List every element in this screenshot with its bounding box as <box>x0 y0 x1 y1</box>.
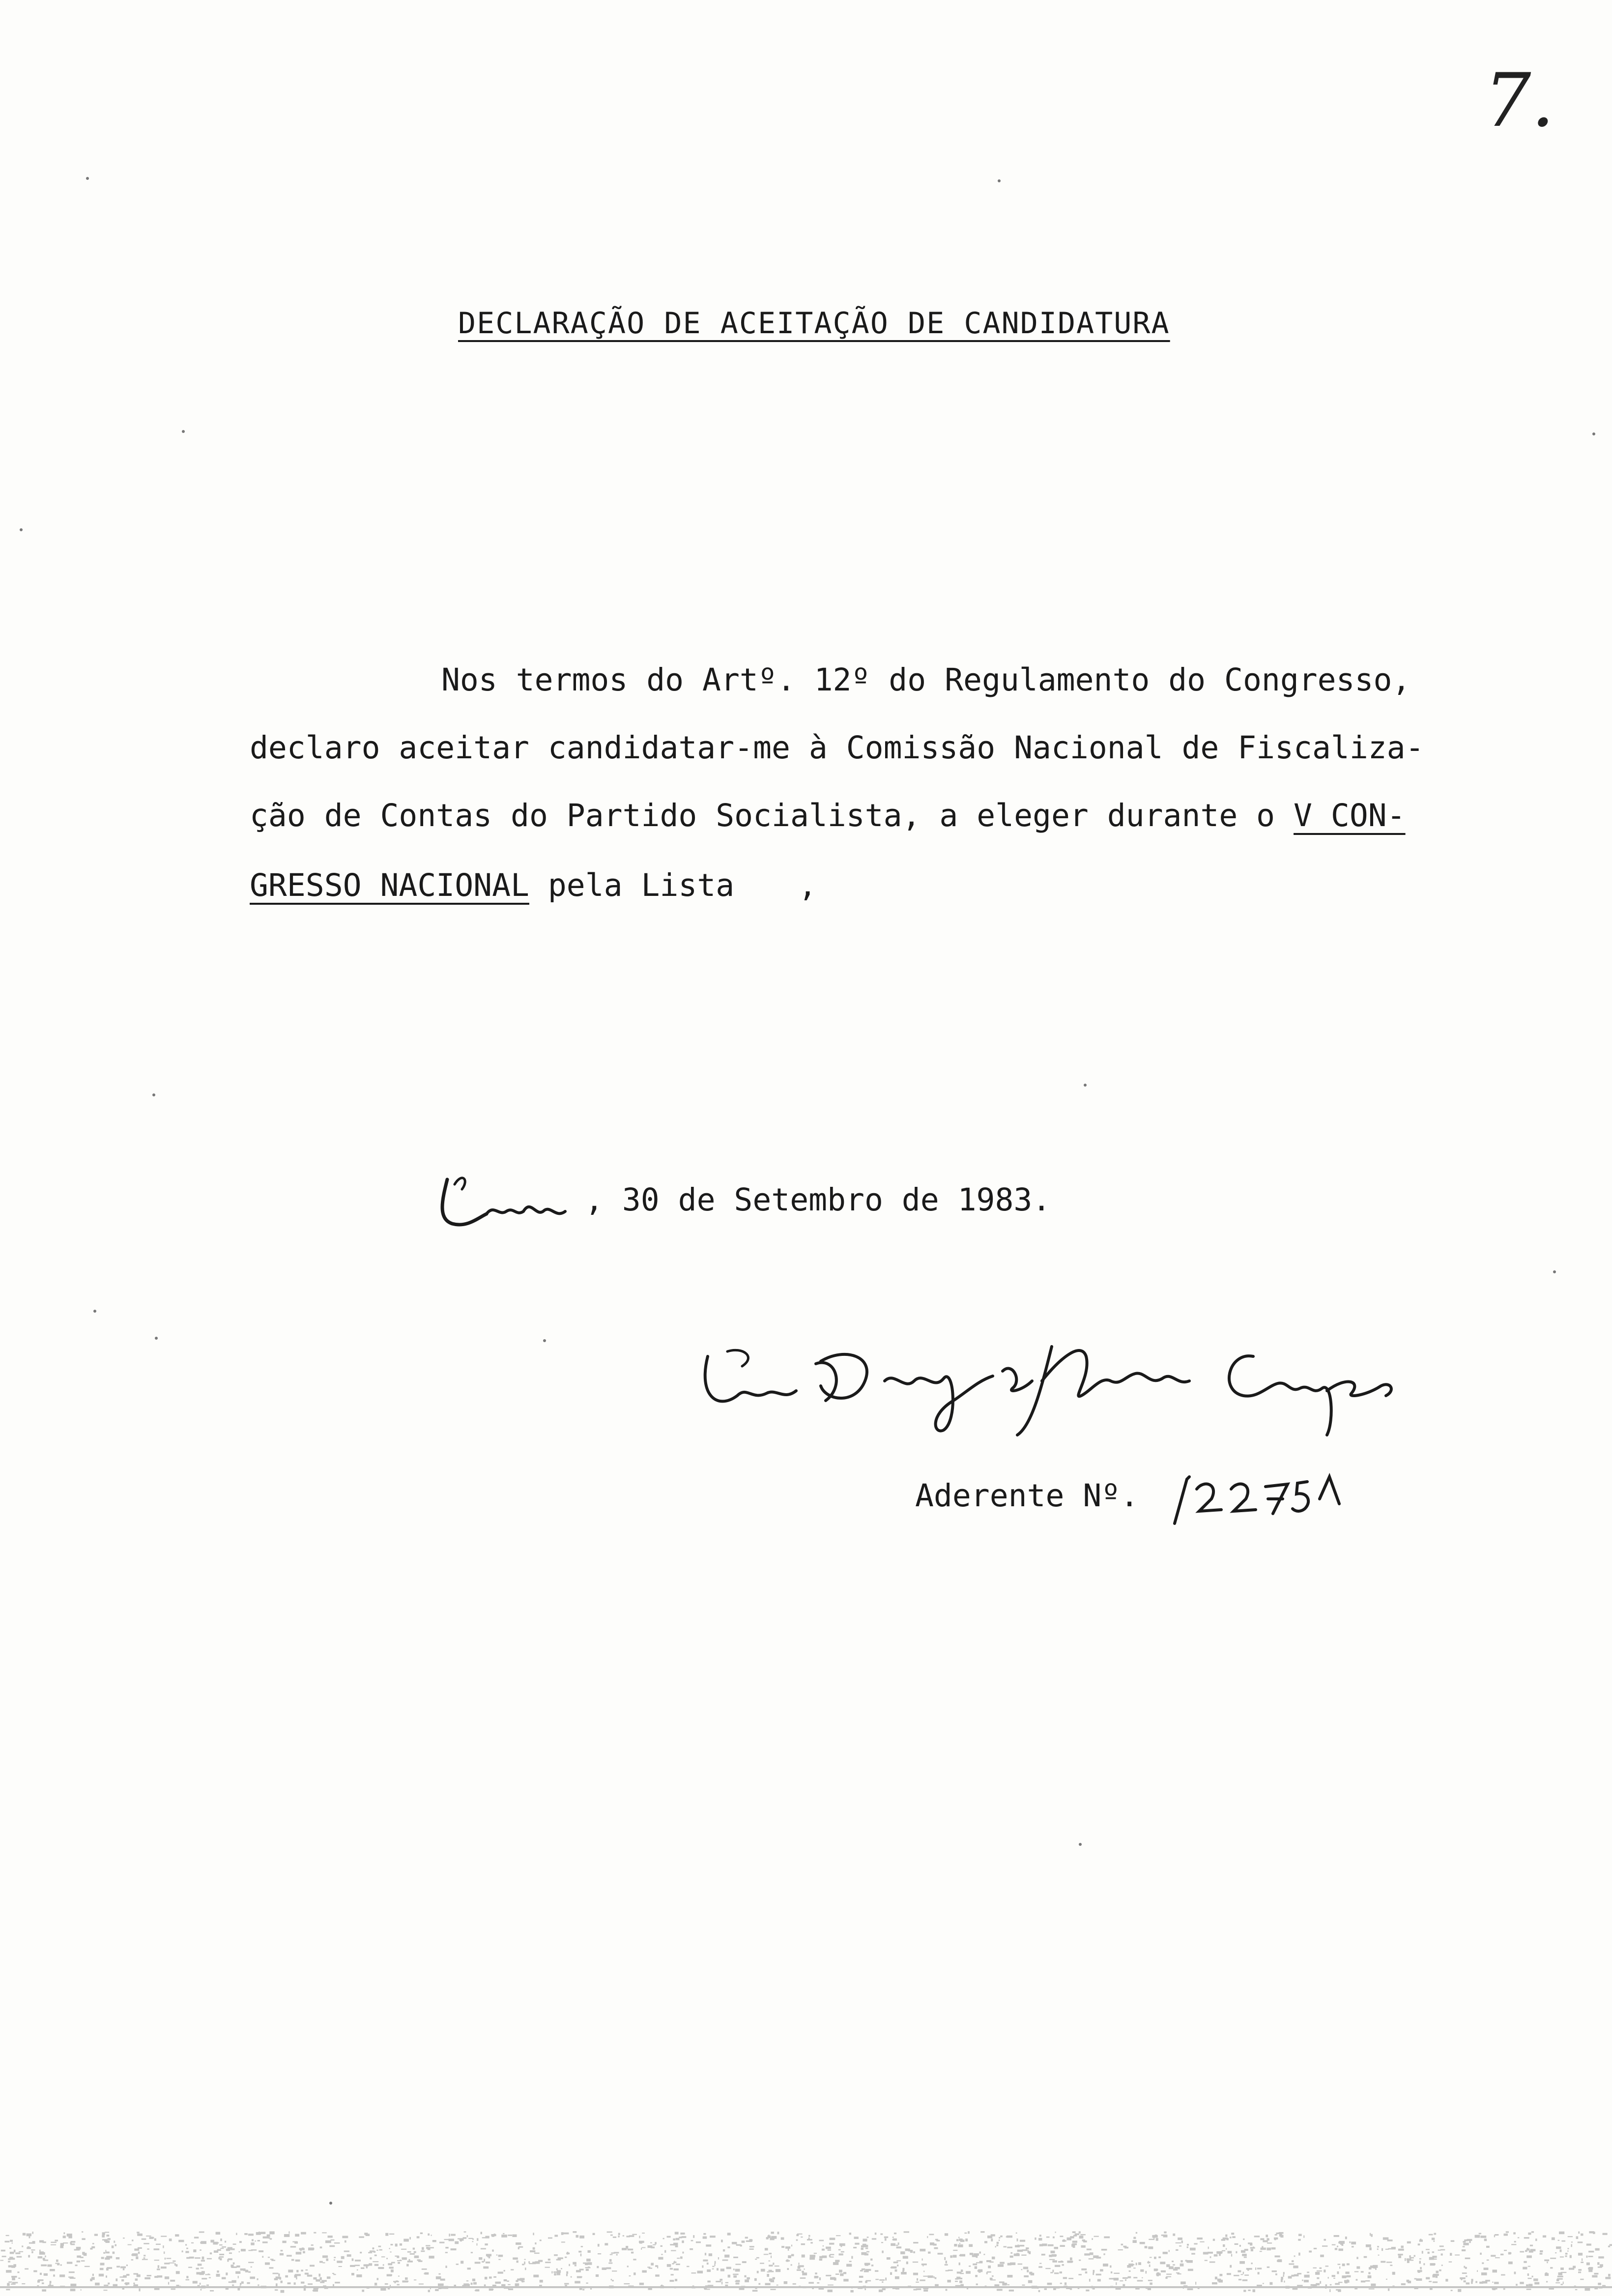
handwritten-member-number <box>1165 1464 1352 1528</box>
handwritten-place <box>432 1170 580 1234</box>
list-label: pela Lista <box>529 867 735 903</box>
congress-name-part-1: V CON- <box>1294 798 1406 833</box>
scan-speck <box>1079 1843 1082 1846</box>
scan-speck <box>155 1337 158 1340</box>
body-line-1: Nos termos do Artº. 12º do Regulamento do Congresso, <box>441 662 1411 698</box>
scan-speck <box>152 1093 155 1096</box>
member-label: Aderente Nº. <box>915 1478 1139 1514</box>
signature <box>698 1327 1406 1440</box>
scan-speck <box>86 177 89 180</box>
scan-noise-band <box>0 2221 1612 2296</box>
date-line: , 30 de Setembro de 1983. <box>585 1182 1051 1218</box>
scan-speck <box>998 179 1001 182</box>
list-comma: , <box>798 867 817 903</box>
scan-speck <box>1084 1084 1087 1087</box>
scan-speck <box>20 528 23 531</box>
body-line-3-text: ção de Contas do Partido Socialista, a eleger durante o <box>250 798 1294 833</box>
scan-speck <box>1553 1270 1556 1273</box>
body-line-4 <box>250 867 817 903</box>
scan-speck <box>182 430 185 433</box>
congress-name-part-2: GRESSO NACIONAL <box>250 867 529 903</box>
scan-speck <box>93 1310 96 1313</box>
page-number: 7. <box>1484 58 1555 144</box>
body-line-2: declaro aceitar candidatar-me à Comissão Nacional de Fiscaliza- <box>250 730 1424 766</box>
scan-speck <box>543 1339 546 1342</box>
document-title: DECLARAÇÃO DE ACEITAÇÃO DE CANDIDATURA <box>458 306 1170 341</box>
scan-speck <box>329 2202 332 2205</box>
scan-speck <box>1592 432 1595 435</box>
body-line-3 <box>250 800 1406 831</box>
